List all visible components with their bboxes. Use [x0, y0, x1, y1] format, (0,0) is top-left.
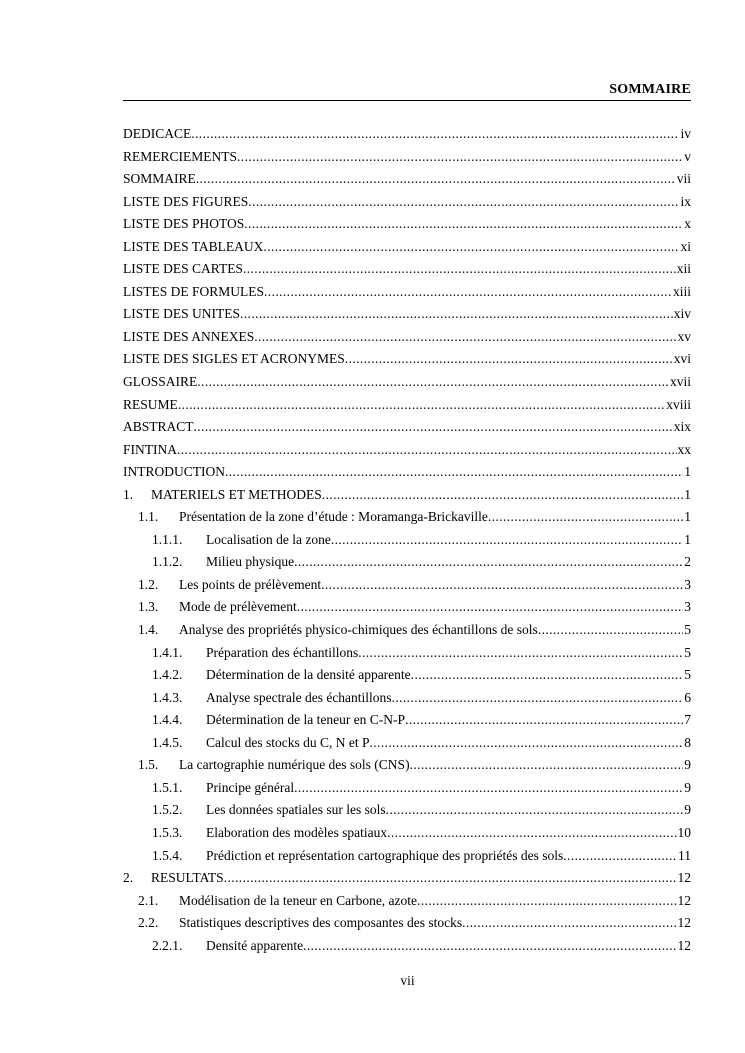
toc-entry-page: 7: [684, 712, 691, 728]
toc-entry-page: 11: [678, 847, 691, 863]
toc-entry-page: 1: [684, 486, 691, 502]
toc-entry-page: xvi: [673, 351, 691, 367]
toc-entry[interactable]: [123, 439, 691, 462]
toc-entry-number: 1.4.4.: [152, 712, 183, 728]
toc-entry-label: Analyse spectrale des échantillons: [206, 689, 392, 705]
toc-entry[interactable]: [123, 619, 691, 642]
toc-entry-label: LISTES DE FORMULES: [123, 283, 265, 299]
toc-dot-leader: [563, 845, 677, 868]
toc-entry[interactable]: [123, 822, 691, 845]
toc-entry-number: 1.4.3.: [152, 689, 183, 705]
toc-dot-leader: [331, 529, 683, 552]
toc-entry-number: 1.5.3.: [152, 824, 183, 840]
toc-entry-number: 2.2.: [138, 915, 159, 931]
toc-entry-label: RESULTATS: [151, 870, 224, 886]
toc-entry-label: Localisation de la zone: [206, 531, 331, 547]
toc-entry[interactable]: [123, 258, 691, 281]
toc-entry[interactable]: [123, 732, 691, 755]
page-title: SOMMAIRE: [609, 82, 691, 97]
toc-entry-page: 12: [677, 915, 691, 931]
toc-dot-leader: [297, 596, 684, 619]
toc-entry[interactable]: [123, 574, 691, 597]
toc-dot-leader: [263, 236, 679, 259]
toc-entry-number: 2.: [123, 870, 134, 886]
toc-entry[interactable]: [123, 394, 691, 417]
toc-entry-number: 1.2.: [138, 576, 159, 592]
toc-entry-number: 1.1.: [138, 509, 159, 525]
toc-dot-leader: [410, 754, 684, 777]
toc-entry-label: REMERCIEMENTS: [123, 148, 238, 164]
toc-entry-page: 9: [684, 779, 691, 795]
toc-entry-label: Statistiques descriptives des composantes des stocks: [179, 915, 463, 931]
toc-entry-label: LISTE DES UNITES: [123, 306, 240, 322]
toc-entry-label: Les données spatiales sur les sols: [206, 802, 386, 818]
toc-dot-leader: [237, 146, 683, 169]
toc-dot-leader: [197, 371, 669, 394]
toc-entry-label: LISTE DES FIGURES: [123, 193, 249, 209]
toc-dot-leader: [177, 439, 677, 462]
toc-entry-label: LISTE DES CARTES: [123, 261, 243, 277]
toc-entry-label: DEDICACE: [123, 126, 192, 141]
toc-entry[interactable]: [123, 529, 691, 552]
toc-dot-leader: [345, 348, 673, 371]
toc-entry-label: FINTINA: [123, 441, 177, 457]
toc-entry[interactable]: [123, 709, 691, 732]
toc-entry-page: iv: [680, 126, 691, 141]
toc-dot-leader: [224, 867, 677, 890]
toc-entry-page: 1: [684, 531, 691, 547]
toc-dot-leader: [243, 258, 676, 281]
toc-entry-label: LISTE DES TABLEAUX: [123, 238, 264, 254]
toc-dot-leader: [244, 213, 683, 236]
toc-entry[interactable]: [123, 484, 691, 507]
toc-entry-label: LISTE DES SIGLES ET ACRONYMES: [123, 351, 345, 367]
toc-entry-page: 12: [677, 937, 691, 953]
toc-dot-leader: [322, 484, 684, 507]
toc-entry[interactable]: [123, 596, 691, 619]
toc-entry-number: 1.4.2.: [152, 667, 183, 683]
toc-entry-label: SOMMAIRE: [123, 171, 196, 187]
toc-entry-page: 6: [684, 689, 691, 705]
toc-dot-leader: [225, 461, 683, 484]
toc-entry-number: 1.3.: [138, 599, 159, 615]
toc-entry[interactable]: [123, 146, 691, 169]
toc-entry-page: 12: [677, 892, 691, 908]
toc-entry-page: xvii: [669, 374, 691, 390]
toc-entry[interactable]: [123, 416, 691, 439]
toc-entry-page: 2: [684, 554, 691, 570]
toc-entry-label: Mode de prélèvement: [179, 599, 297, 615]
toc-entry[interactable]: [123, 642, 691, 665]
toc-entry[interactable]: [123, 371, 691, 394]
toc-entry-page: vii: [676, 171, 691, 187]
toc-entry[interactable]: [123, 777, 691, 800]
toc-dot-leader: [303, 935, 676, 958]
toc-entry-label: Milieu physique: [206, 554, 295, 570]
toc-entry[interactable]: [123, 348, 691, 371]
toc-entry-number: 1.4.5.: [152, 734, 183, 750]
toc-entry-page: xviii: [666, 396, 691, 412]
toc-dot-leader: [358, 642, 683, 665]
toc-entry-page: xi: [680, 238, 691, 254]
toc-entry-page: xiv: [673, 306, 691, 322]
toc-dot-leader: [294, 551, 683, 574]
toc-entry-page: xv: [677, 328, 691, 344]
toc-entry-page: xii: [676, 261, 691, 277]
toc-entry-page: xix: [673, 419, 691, 435]
toc-entry-number: 1.5.4.: [152, 847, 183, 863]
toc-dot-leader: [191, 123, 679, 146]
toc-entry-label: Les points de prélèvement: [179, 576, 322, 592]
toc-dot-leader: [538, 619, 683, 642]
toc-dot-leader: [488, 506, 683, 529]
toc-entry-number: 1.1.1.: [152, 531, 183, 547]
toc-entry[interactable]: [123, 506, 691, 529]
toc-entry[interactable]: [123, 551, 691, 574]
toc-entry[interactable]: [123, 123, 691, 146]
toc-entry[interactable]: [123, 303, 691, 326]
toc-dot-leader: [254, 326, 676, 349]
toc-entry[interactable]: [123, 281, 691, 304]
toc-entry-page: 5: [684, 644, 691, 660]
page-number: vii: [400, 973, 415, 988]
toc-entry[interactable]: [123, 912, 691, 935]
toc-entry-number: 1.5.2.: [152, 802, 183, 818]
toc-entry-number: 1.4.: [138, 622, 159, 638]
toc-entry-number: 1.5.: [138, 757, 159, 773]
toc-entry-page: x: [684, 216, 691, 232]
toc-entry-number: 2.1.: [138, 892, 159, 908]
toc-entry-label: ABSTRACT: [123, 419, 194, 435]
toc-entry-label: RESUME: [123, 396, 178, 412]
toc-dot-leader: [294, 777, 683, 800]
toc-entry-label: Principe général: [206, 779, 295, 795]
toc-entry-page: v: [684, 148, 691, 164]
toc-entry-page: 1: [684, 464, 691, 480]
toc-entry-label: Préparation des échantillons: [206, 644, 359, 660]
toc-dot-leader: [264, 281, 672, 304]
toc-entry[interactable]: [123, 664, 691, 687]
table-of-contents: [123, 123, 691, 957]
toc-entry-page: 3: [684, 576, 691, 592]
toc-entry-label: Modélisation de la teneur en Carbone, azote: [179, 892, 418, 908]
toc-entry[interactable]: [123, 687, 691, 710]
toc-entry-page: 1: [684, 509, 691, 525]
toc-entry-page: 3: [684, 599, 691, 615]
toc-entry-page: 5: [684, 667, 691, 683]
toc-entry-page: 8: [684, 734, 691, 750]
toc-dot-leader: [392, 687, 684, 710]
toc-entry[interactable]: [123, 326, 691, 349]
toc-dot-leader: [196, 168, 676, 191]
toc-entry-label: MATERIELS ET METHODES: [151, 486, 322, 502]
toc-dot-leader: [386, 799, 684, 822]
toc-entry[interactable]: [123, 236, 691, 259]
toc-entry[interactable]: [123, 754, 691, 777]
toc-entry-label: Prédiction et représentation cartographique des propriétés des sols: [206, 847, 564, 863]
toc-entry-number: 1.1.2.: [152, 554, 183, 570]
toc-entry-page: 12: [677, 870, 691, 886]
toc-dot-leader: [370, 732, 684, 755]
toc-dot-leader: [248, 191, 679, 214]
toc-entry[interactable]: [123, 890, 691, 913]
toc-entry-page: 10: [677, 824, 691, 840]
toc-entry-label: LISTE DES ANNEXES: [123, 328, 255, 344]
toc-dot-leader: [462, 912, 676, 935]
toc-entry-page: xiii: [672, 283, 691, 299]
toc-entry-label: Densité apparente: [206, 937, 304, 953]
toc-dot-leader: [411, 664, 684, 687]
toc-entry[interactable]: [123, 845, 691, 868]
toc-entry-label: La cartographie numérique des sols (CNS): [179, 757, 410, 773]
toc-entry[interactable]: [123, 867, 691, 890]
toc-dot-leader: [405, 709, 683, 732]
toc-entry-label: Présentation de la zone d’étude : Moramanga-Brickaville: [179, 509, 488, 525]
toc-entry-label: LISTE DES PHOTOS: [123, 216, 245, 232]
toc-entry-label: Elaboration des modèles spatiaux: [206, 824, 388, 840]
toc-dot-leader: [321, 574, 683, 597]
toc-entry-page: 9: [684, 757, 691, 773]
toc-entry-page: xx: [677, 441, 691, 457]
toc-dot-leader: [194, 416, 673, 439]
toc-dot-leader: [240, 303, 673, 326]
toc-entry[interactable]: [123, 168, 691, 191]
toc-dot-leader: [417, 890, 676, 913]
toc-entry[interactable]: [123, 191, 691, 214]
toc-entry-page: 9: [684, 802, 691, 818]
toc-entry-label: Calcul des stocks du C, N et P: [206, 734, 370, 750]
toc-entry-label: Détermination de la densité apparente: [206, 667, 411, 683]
toc-entry-label: Détermination de la teneur en C-N-P: [206, 712, 406, 728]
toc-entry-number: 1.: [123, 486, 134, 502]
header-divider: [123, 100, 691, 101]
toc-dot-leader: [387, 822, 676, 845]
toc-dot-leader: [178, 394, 665, 417]
toc-entry-page: ix: [680, 193, 691, 209]
toc-entry[interactable]: [123, 461, 691, 484]
toc-entry-page: 5: [684, 622, 691, 638]
toc-entry-number: 2.2.1.: [152, 937, 183, 953]
toc-entry-label: GLOSSAIRE: [123, 374, 198, 390]
toc-entry-label: Analyse des propriétés physico-chimiques des échantillons de sols: [179, 622, 538, 638]
toc-entry-label: INTRODUCTION: [123, 464, 225, 480]
toc-entry-number: 1.5.1.: [152, 779, 183, 795]
toc-entry[interactable]: [123, 799, 691, 822]
toc-entry-number: 1.4.1.: [152, 644, 183, 660]
toc-entry[interactable]: [123, 213, 691, 236]
toc-entry[interactable]: [123, 935, 691, 958]
